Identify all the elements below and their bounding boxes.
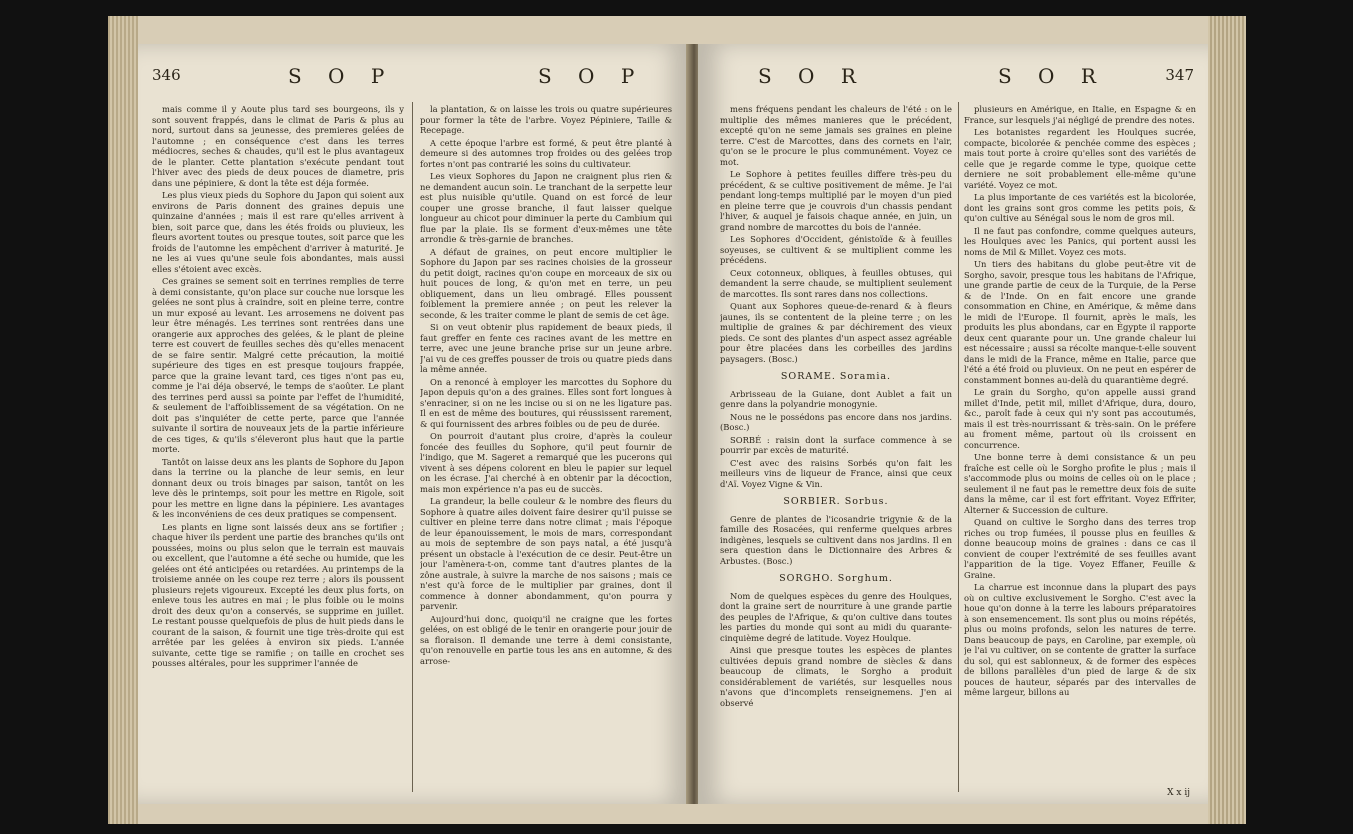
running-head: S O P xyxy=(538,64,645,88)
paragraph: C'est avec des raisins Sorbés qu'on fait les meilleurs vins de liqueur de France, ainsi que ceux d'Aï. Voyez Vigne & Vin. xyxy=(720,457,952,489)
paragraph: Quant aux Sophores queue-de-renard & à fleurs jaunes, ils se contentent de la pleine terre ; on les multiplie de graines & par déchirement des vieux pieds. Ce sont des plantes d'un aspect assez agréable pour être placées dans les corbeilles des jardins paysagers. (Bosc.) xyxy=(720,301,952,364)
paragraph: Les plants en ligne sont laissés deux ans se fortifier ; chaque hiver ils perdent une partie des branches qu'ils ont poussées, moins ou plus selon que le terrain est mauvais ou excellent, que l'automne a été seche ou humide, que les gelées ont été anticipées ou retardées. Au printemps de la troisieme année on les coupe rez terre ; alors ils poussent plusieurs rejets vigoureux. Excepté les deux plus forts, on enleve tous les autres en mai ; le plus foible ou le moins droit des deux qu'on a conservés, se supprime en juillet. Le restant pousse quelquefois de plus de huit pieds dans le courant de la saison, & fournit une tige très-droite qui est arrêtée par les gelées à environ six pieds. L'année suivante, cette tige se ramifie ; on taille en crochet ses pousses altérales, pour les supprimer l'année de xyxy=(152,521,404,668)
column-rule xyxy=(958,102,959,792)
paragraph: A cette époque l'arbre est formé, & peut être planté à demeure si des automnes trop froides ou des gelées trop fortes n'ont pas contrarié les soins du cultivateur. xyxy=(420,137,672,169)
paragraph: Un tiers des habitans du globe peut-être vit de Sorgho, savoir, presque tous les habitans de l'Afrique, une grande partie de ceux de la Turquie, de la Perse & de l'Inde. On en fait encore une grande consommation en Chine, en Amérique, & même dans le midi de l'Europe. Il fournit, après le maïs, les produits les plus abondans, car en Égypte il rapporte deux cent quarante pour un. Une grande chaleur lui est nécessaire ; aussi sa récolte manque-t-elle souvent dans le midi de la France, même en Italie, parce que l'été a été froid ou pluvieux. On ne peut en espérer de constamment bonnes au-delà du quarantième degré. xyxy=(964,259,1196,385)
entry-heading: SORAME. Soramia. xyxy=(780,371,892,382)
paragraph: Il ne faut pas confondre, comme quelques auteurs, les Houlques avec les Panics, qui portent aussi les noms de Mil & Millet. Voyez ces mots. xyxy=(964,225,1196,257)
page-edges-right xyxy=(1208,16,1246,824)
paragraph: Les plus vieux pieds du Sophore du Japon qui soient aux environs de Paris donnent des graines depuis une quinzaine d'années ; mais il est rare qu'elles arrivent à bien, soit parce que, dans les étés froids ou pluvieux, les fleurs avortent toutes ou presque toutes, soit parce que les froids de l'automne les empêchent d'arriver à maturité. Je ne les ai vues qu'une seule fois abondantes, mais aussi elles s'étoient avec excès. xyxy=(152,190,404,274)
paragraph: La plus importante de ces variétés est la bicolorée, dont les grains sont gros comme les petits pois, & qu'on cultive au Sénégal sous le nom de gros mil. xyxy=(964,192,1196,223)
text-column xyxy=(420,104,672,794)
paragraph: Quand on cultive le Sorgho dans des terres trop riches ou trop fumées, il pousse plus en feuilles & donne beaucoup moins de graines : dans ce cas il convient de couper l'extrémité de ses feuilles avant l'apparition de la tige. Voyez Effaner, Feuille & Graine. xyxy=(964,517,1196,580)
page-number: 347 xyxy=(1165,66,1194,84)
paragraph: Ainsi que presque toutes les espèces de plantes cultivées depuis grand nombre de siècles & dans beaucoup de climats, le Sorgho a produit considérablement de variétés, sur lesquelles nous n'avons que d'incomplets renseignemens. J'en ai observé xyxy=(720,645,952,708)
text-column xyxy=(152,104,404,794)
paragraph: Une bonne terre à demi consistance & un peu fraîche est celle où le Sorgho profite le plus ; mais il s'accommode plus ou moins de celles où on le place ; seulement il ne faut pas le remettre deux fois de suite dans la même, car il est fort effritant. Voyez Effriter, Alterner & Succession de culture. xyxy=(964,452,1196,515)
left-page xyxy=(138,44,690,804)
paragraph: mais comme il y Aoute plus tard ses bourgeons, ils y sont souvent frappés, dans le climat de Paris & plus au nord, surtout dans sa jeunesse, des premieres gelées de l'automne ; en conséquence c'est dans les terres médiocres, seches & chaudes, qu'il est le plus avantageux de le planter. Cette plantation s'exécute pendant tout l'hiver avec des pieds de deux pouces de diametre, pris dans une pépiniere, & dont la tête est déja formée. xyxy=(152,104,404,188)
paragraph: Le grain du Sorgho, qu'on appelle aussi grand millet d'Inde, petit mil, millet d'Afrique, dura, douro, &c., paroît fade à ceux qui n'y sont pas accoutumés, mais il est très-nourrissant & très-sain. On le préfere au froment même, partout où ils croissent en concurrence. xyxy=(964,387,1196,450)
paragraph: Nous ne le possédons pas encore dans nos jardins. (Bosc.) xyxy=(720,411,952,432)
paragraph: Tantôt on laisse deux ans les plants de Sophore du Japon dans la terrine ou la planche de leur semis, en leur donnant deux ou trois binages par saison, tantôt on les leve dès le printemps, soit pour les mettre en Rigole, soit pour les mettre en ligne dans la pépiniere. Les avantages & les inconvéniens de ces deux pratiques se compensent. xyxy=(152,456,404,519)
paragraph: Aujourd'hui donc, quoiqu'il ne craigne que les fortes gelées, on est obligé de le tenir en orangerie pour jouir de sa floraison. Il demande une terre à demi consistante, qu'on renouvelle en partie tous les ans en automne, & des arrose- xyxy=(420,613,672,666)
paragraph: la plantation, & on laisse les trois ou quatre supérieures pour former la tête de l'arbre. Voyez Pépiniere, Taille & Recepage. xyxy=(420,104,672,135)
paragraph: Ces graines se sement soit en terrines remplies de terre à demi consistante, qu'on place sur couche nue lorsque les gelées ne sont plus à craindre, soit en pleine terre, contre un mur exposé au levant. Les arrosemens ne doivent pas leur être ménagés. Les terrines sont rentrées dans une orangerie aux approches des gelées, & le plant de pleine terre est couvert de feuilles seches dès qu'elles menacent de se faire sentir. Malgré cette précaution, la moitié supérieure des tiges en est presque toujours frappée, parce que la graine levant tard, ces tiges n'ont pas eu, comme je l'ai déja observé, le temps de s'aoûter. Le plant des terrines perd aussi sa pointe par l'effet de l'humidité, & seulement de l'affoiblissement de sa végétation. On ne doit pas s'inquiéter de cette perte, parce que l'année suivante il sortira de nouveaux jets de la partie inférieure de ces tiges, & qu'ils s'éleveront plus haut que la partie morte. xyxy=(152,276,404,454)
paragraph: Si on veut obtenir plus rapidement de beaux pieds, il faut greffer en fente ces racines avant de les mettre en terre, avec une jeune branche prise sur un jeune arbre. J'ai vu de ces greffes pousser de trois ou quatre pieds dans la même année. xyxy=(420,322,672,374)
paragraph: mens fréquens pendant les chaleurs de l'été : on le multiplie des mêmes manieres que le précédent, excepté qu'on ne seme jamais ses graines en pleine terre. C'est de Marcottes, dans des cornets en l'air, qu'on se le procure le plus communément. Voyez ce mot. xyxy=(720,104,952,167)
paragraph: Les Sophores d'Occident, génistoïde & à feuilles soyeuses, se cultivent & se multiplient comme les précédens. xyxy=(720,234,952,265)
page-number: 346 xyxy=(152,66,181,84)
paragraph: La grandeur, la belle couleur & le nombre des fleurs du Sophore à quatre ailes doivent faire desirer qu'il puisse se cultiver en pleine terre dans notre climat ; mais l'époque de leur épanouissement, le mois de mars, correspondant au mois de septembre de son pays natal, a été jusqu'à présent un obstacle à l'exécution de ce desir. Peut-être un jour l'amènera-t-on, comme tant d'autres plantes de la zône australe, à suivre la marche de nos saisons ; mais ce n'est qu'à force de le multiplier par graines, dont il commence à donner abondamment, qu'on pourra y parvenir. xyxy=(420,496,672,611)
entry-heading: SORBIER. Sorbus. xyxy=(783,496,889,507)
text-column xyxy=(964,104,1196,794)
paragraph: Arbrisseau de la Guiane, dont Aublet a fait un genre dans la polyandrie monogynie. xyxy=(720,388,952,409)
paragraph: On pourroit d'autant plus croire, d'après la couleur foncée des feuilles du Sophore, qu'il peut fournir de l'indigo, que M. Sageret a remarqué que les pucerons qui vivent à ses dépens colorent en bleu le papier sur lequel on les écrase. J'ai cherché à en obtenir par la décoction, mais mon expérience n'a pas eu de succès. xyxy=(420,431,672,494)
paragraph: A défaut de graines, on peut encore multiplier le Sophore du Japon par ses racines choisies de la grosseur du petit doigt, racines qu'on coupe en morceaux de six ou huit pouces de long, & qu'on met en terre, un peu obliquement, dans un lieu ombragé. Elles poussent foiblement la premiere année ; on peut les relever la seconde, & les traiter comme le plant de semis de cet âge. xyxy=(420,246,672,320)
running-head: S O P xyxy=(288,64,395,88)
paragraph: Les vieux Sophores du Japon ne craignent plus rien & ne demandent aucun soin. Le tranchant de la serpette leur est plus nuisible qu'utile. Quand on est forcé de leur couper une grosse branche, il faut laisser quelque longueur au chicot pour diminuer la perte du Cambium qui flue par la plaie. Ils se forment d'eux-mêmes une tête arrondie & très-garnie de branches. xyxy=(420,171,672,244)
paragraph: On a renoncé à employer les marcottes du Sophore du Japon depuis qu'on a des graines. Elles sont fort longues à s'enraciner, si on ne les incise ou si on ne les ligature pas. Il en est de même des boutures, qui réussissent rarement, & qui fournissent des arbres foibles ou de peu de durée. xyxy=(420,376,672,429)
text-column xyxy=(720,104,952,794)
signature-mark: X x ij xyxy=(1167,788,1190,798)
entry-heading: SORGHO. Sorghum. xyxy=(779,573,893,584)
book xyxy=(108,16,1246,824)
running-head: S O R xyxy=(758,64,866,88)
column-rule xyxy=(412,102,413,792)
paragraph: La charrue est inconnue dans la plupart des pays où on cultive exclusivement le Sorgho. C'est avec la houe qu'on donne à la terre les labours préparatoires à son ensemencement. Ils sont plus ou moins répétés, plus ou moins profonds, selon les natures de terre. Dans beaucoup de pays, en Caroline, par exemple, où je l'ai vu cultiver, on se contente de gratter la surface du sol, qui est sablonneux, & de former des espèces de billons parallèles d'un pied de large & de six pouces de hauteur, séparés par des intervalles de même largeur, billons au xyxy=(964,582,1196,697)
paragraph: Le Sophore à petites feuilles differe très-peu du précédent, & se cultive positivement de même. Je l'ai pendant long-temps multiplié par le moyen d'un pied en pleine terre que je couvrois d'un chassis pendant l'hiver, & auquel je faisois chaque année, en juin, un grand nombre de marcottes du bois de l'année. xyxy=(720,169,952,232)
paragraph: SORBÉ : raisin dont la surface commence à se pourrir par excès de maturité. xyxy=(720,434,952,455)
running-head: S O R xyxy=(998,64,1106,88)
paragraph: Les botanistes regardent les Houlques sucrée, compacte, bicolorée & penchée comme des espèces ; mais tout porte à croire qu'elles sont des variétés de celle que je regarde comme le type, quoique cette derniere ne soit probablement elle-même qu'une variété. Voyez ce mot. xyxy=(964,127,1196,190)
paragraph: Genre de plantes de l'icosandrie trigynie & de la famille des Rosacées, qui renferme quelques arbres indigènes, lesquels se cultivent dans nos jardins. Il en sera question dans le Dictionnaire des Arbres & Arbustes. (Bosc.) xyxy=(720,513,952,566)
paragraph: plusieurs en Amérique, en Italie, en Espagne & en France, sur lesquels j'ai négligé de prendre des notes. xyxy=(964,104,1196,125)
right-page xyxy=(698,44,1208,804)
page-edges-left xyxy=(108,16,138,824)
paragraph: Nom de quelques espèces du genre des Houlques, dont la graine sert de nourriture à une grande partie des peuples de l'Afrique, & qu'on cultive dans toutes les parties du monde qui sont au midi du quarante-cinquième degré de latitude. Voyez Houlque. xyxy=(720,590,952,643)
paragraph: Ceux cotonneux, obliques, à feuilles obtuses, qui demandent la serre chaude, se multiplient seulement de marcottes. Ils sont rares dans nos collections. xyxy=(720,267,952,299)
